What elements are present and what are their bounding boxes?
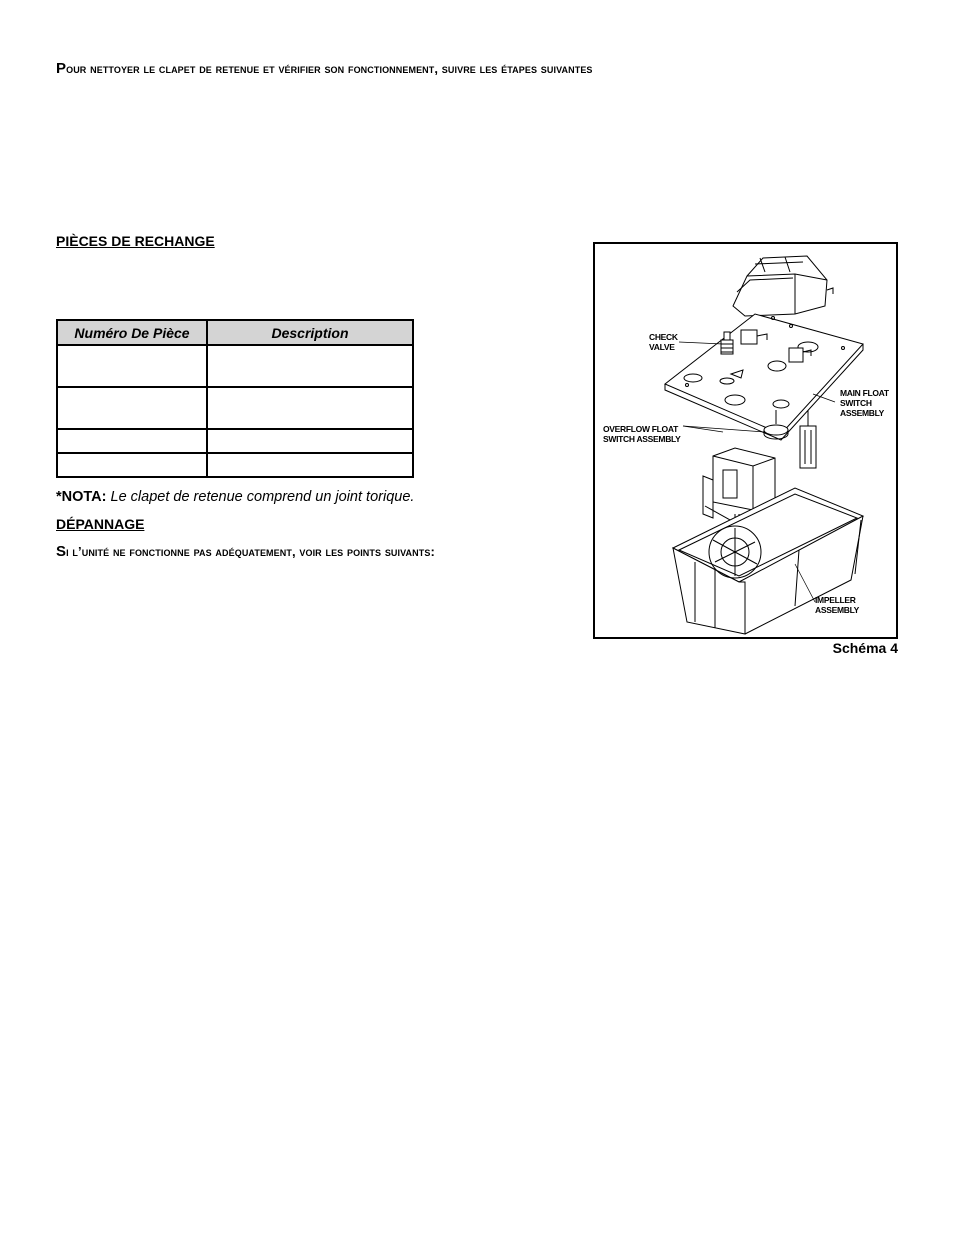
description-header: Description: [207, 320, 413, 345]
intro-text: our nettoyer le clapet de retenue et vérifier son fonctionnement, suivre les étapes suivantes: [66, 61, 593, 76]
table-cell: [57, 429, 207, 453]
main-float-label-line: ASSEMBLY: [840, 408, 885, 418]
note-text: Le clapet de retenue comprend un joint torique.: [110, 489, 415, 505]
check-valve-label-line: CHECK: [649, 332, 678, 342]
main-float-label-line: MAIN FLOAT: [840, 388, 889, 398]
overflow-float-label-line: SWITCH ASSEMBLY: [603, 434, 681, 444]
note: [56, 489, 414, 505]
figure-caption: Schéma 4: [832, 640, 898, 656]
table-row: [57, 429, 413, 453]
table-cell: [207, 387, 413, 429]
table-cell: [57, 453, 207, 477]
intro-instruction: [56, 60, 816, 77]
pump-cover: [733, 256, 833, 316]
table-cell: [207, 345, 413, 387]
troubleshooting-heading: DÉPANNAGE: [56, 516, 145, 532]
parts-heading: PIÈCES DE RECHANGE: [56, 233, 215, 249]
troubleshooting-text: i l’unité ne fonctionne pas adéquatement, voir les points suivants:: [66, 544, 435, 559]
parts-table: [56, 319, 414, 478]
table-cell: [57, 345, 207, 387]
table-row: [57, 345, 413, 387]
impeller-label-line: IMPELLER: [815, 595, 856, 605]
table-row: [57, 453, 413, 477]
impeller-assembly-label: [815, 595, 859, 615]
check-valve-label: [649, 332, 678, 352]
check-valve-label-line: VALVE: [649, 342, 675, 352]
table-cell: [207, 453, 413, 477]
part-number-header: Numéro De Pièce: [57, 320, 207, 345]
main-float-switch-label: [840, 388, 889, 418]
table-cell: [57, 387, 207, 429]
note-label: *NOTA:: [56, 489, 107, 505]
parts-table-header-row: [57, 320, 413, 345]
main-float-label-line: SWITCH: [840, 398, 872, 408]
overflow-float-label-line: OVERFLOW FLOAT: [603, 424, 678, 434]
pump-base-plate: [665, 314, 863, 440]
overflow-float-switch-label: [603, 424, 681, 444]
impeller-label-line: ASSEMBLY: [815, 605, 860, 615]
exploded-pump-diagram: [593, 242, 898, 639]
table-cell: [207, 429, 413, 453]
intro-first-letter: P: [56, 60, 67, 77]
troubleshooting-intro: [56, 543, 576, 560]
troubleshooting-first-letter: S: [56, 543, 67, 560]
table-row: [57, 387, 413, 429]
